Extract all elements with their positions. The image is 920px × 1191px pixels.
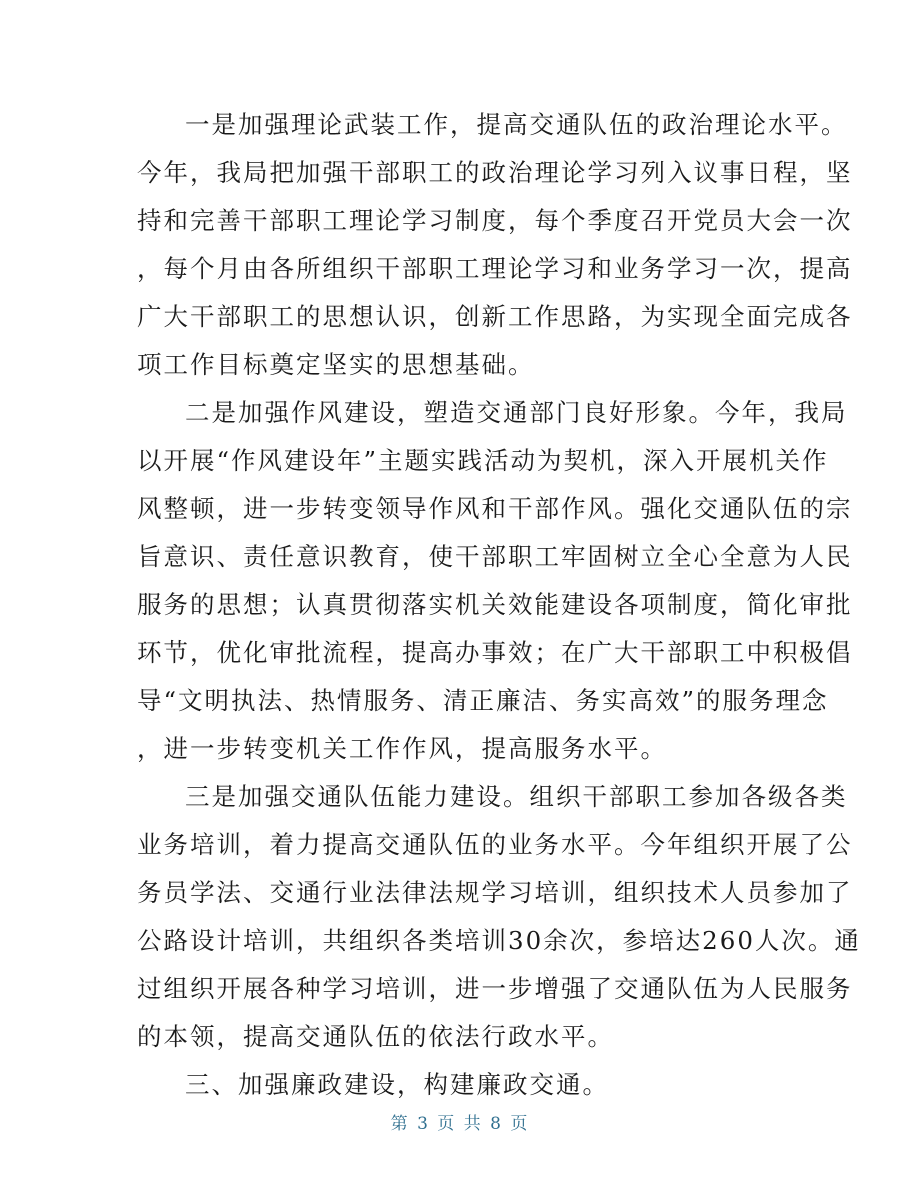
paragraph-2-line-1: 二是加强作风建设，塑造交通部门良好形象。今年，我局 — [185, 398, 848, 427]
paragraph-3-line-2: 业务培训，着力提高交通队伍的业务水平。今年组织开展了公 — [137, 830, 853, 859]
paragraph-1-line-6: 项工作目标奠定坚实的思想基础。 — [137, 350, 535, 379]
paragraph-1-line-2: 今年，我局把加强干部职工的政治理论学习列入议事日程，坚 — [137, 158, 853, 187]
paragraph-2-line-5: 服务的思想；认真贯彻落实机关效能建设各项制度，简化审批 — [137, 590, 853, 619]
paragraph-3-line-6: 的本领，提高交通队伍的依法行政水平。 — [137, 1022, 614, 1051]
paragraph-1-line-4: ，每个月由各所组织干部职工理论学习和业务学习一次，提高 — [137, 254, 853, 283]
paragraph-2-line-4: 旨意识、责任意识教育，使干部职工牢固树立全心全意为人民 — [137, 542, 853, 571]
paragraph-3-line-3: 务员学法、交通行业法律法规学习培训，组织技术人员参加了 — [137, 878, 853, 907]
paragraph-2-line-2: 以开展“作风建设年”主题实践活动为契机，深入开展机关作 — [137, 446, 829, 475]
paragraph-2-line-7: 导“文明执法、热情服务、清正廉洁、务实高效”的服务理念 — [137, 686, 829, 715]
paragraph-1-line-3: 持和完善干部职工理论学习制度，每个季度召开党员大会一次 — [137, 206, 853, 235]
paragraph-2-line-3: 风整顿，进一步转变领导作风和干部作风。强化交通队伍的宗 — [137, 494, 853, 523]
paragraph-1-line-5: 广大干部职工的思想认识，创新工作思路，为实现全面完成各 — [137, 302, 853, 331]
paragraph-2-line-6: 环节，优化审批流程，提高办事效；在广大干部职工中积极倡 — [137, 638, 853, 667]
paragraph-3-line-4: 公路设计培训，共组织各类培训30余次，参培达260人次。通 — [137, 926, 861, 955]
section-heading: 三、加强廉政建设，构建廉政交通。 — [185, 1070, 609, 1099]
paragraph-3-line-5: 过组织开展各种学习培训，进一步增强了交通队伍为人民服务 — [137, 974, 853, 1003]
paragraph-3-line-1: 三是加强交通队伍能力建设。组织干部职工参加各级各类 — [185, 782, 848, 811]
paragraph-1-line-1: 一是加强理论武装工作，提高交通队伍的政治理论水平。 — [185, 110, 848, 139]
page-number-footer: 第 3 页 共 8 页 — [390, 1114, 530, 1134]
paragraph-2-line-8: ，进一步转变机关工作作风，提高服务水平。 — [137, 734, 667, 763]
